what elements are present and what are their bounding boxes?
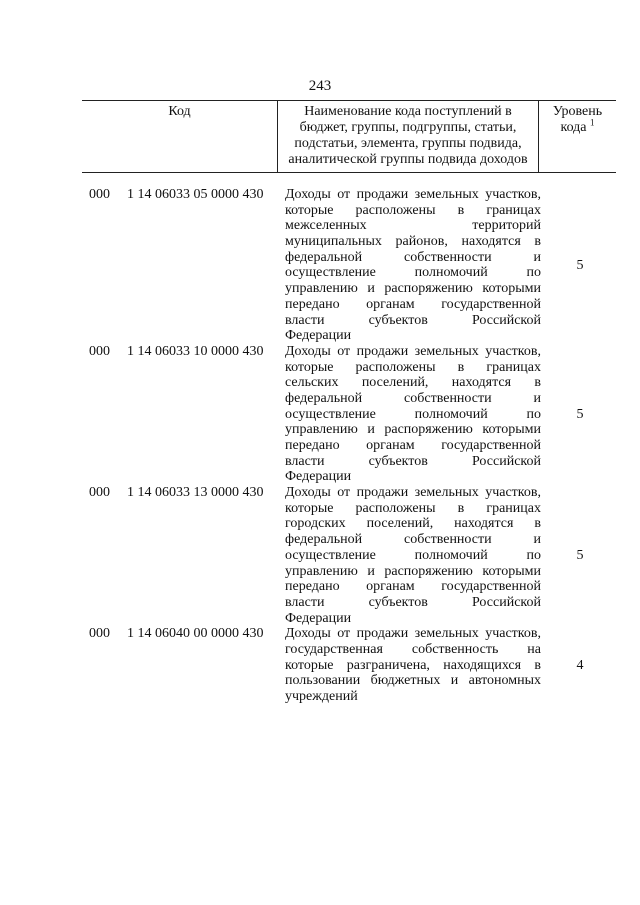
table-row	[0, 485, 640, 626]
revenue-name-line: сельских поселений, находятся в	[285, 375, 541, 391]
revenue-name-line: которые расположены в границах	[285, 500, 541, 516]
revenue-name-line: которые расположены в границах	[285, 202, 541, 218]
revenue-name	[285, 626, 541, 704]
admin-code: 000	[89, 187, 110, 202]
admin-code: 000	[89, 485, 110, 501]
revenue-name-line: Федерации	[285, 469, 352, 485]
revenue-name	[285, 187, 541, 344]
revenue-name-line: которые разграничена, находящихся в	[285, 657, 541, 673]
table-row	[0, 344, 640, 485]
table-body	[0, 187, 640, 705]
revenue-name-line: осуществление полномочий по	[285, 406, 541, 422]
revenue-name-line: Доходы от продажи земельных участков,	[285, 187, 541, 202]
revenue-name-line: передано органам государственной	[285, 438, 541, 453]
code-level: 5	[576, 406, 584, 422]
table-row	[0, 187, 640, 344]
revenue-name-line: которые расположены в границах	[285, 359, 541, 375]
admin-code: 000	[89, 626, 110, 642]
header-name	[277, 101, 539, 172]
admin-code: 000	[89, 343, 110, 359]
header-name-line: аналитической группы подвида доходов	[288, 152, 528, 167]
header-name-line: Наименование кода поступлений в	[304, 104, 512, 119]
revenue-name-line: межселенных территорий	[285, 218, 541, 234]
revenue-name-line: управлению и распоряжению которыми	[285, 281, 541, 297]
revenue-name-line: Доходы от продажи земельных участков,	[285, 485, 541, 501]
revenue-code: 1 14 06033 10 0000 430	[127, 343, 264, 359]
code-level: 5	[576, 547, 584, 563]
revenue-code: 1 14 06040 00 0000 430	[127, 626, 264, 642]
revenue-name-line: Доходы от продажи земельных участков,	[285, 626, 541, 642]
revenue-name-line: муниципальных районов, находятся в	[285, 234, 541, 250]
page-number: 243	[308, 78, 332, 94]
revenue-name-line: учреждений	[285, 689, 358, 704]
header-level-line: Уровень	[552, 104, 603, 119]
header-level-word: кода	[560, 120, 587, 135]
revenue-name-line: федеральной собственности и	[285, 249, 541, 265]
revenue-name-line: городских поселений, находятся в	[285, 516, 541, 532]
table-row	[0, 626, 640, 704]
revenue-name-line: власти субъектов Российской	[285, 312, 541, 328]
revenue-code: 1 14 06033 13 0000 430	[127, 485, 264, 501]
footnote-marker: 1	[590, 117, 595, 128]
revenue-name-line: Федерации	[285, 328, 352, 344]
table-header	[82, 100, 616, 173]
revenue-name-line: федеральной собственности и	[285, 532, 541, 548]
revenue-name-line: пользовании бюджетных и автономных	[285, 673, 541, 689]
code-level: 5	[576, 257, 584, 273]
header-level	[539, 101, 616, 172]
code-level: 4	[576, 657, 584, 673]
revenue-name-line: власти субъектов Российской	[285, 594, 541, 610]
revenue-name-line: передано органам государственной	[285, 296, 541, 312]
revenue-code: 1 14 06033 05 0000 430	[127, 187, 264, 202]
revenue-name-line: государственная собственность на	[285, 641, 541, 657]
revenue-name-line: федеральной собственности и	[285, 390, 541, 406]
header-level-line	[539, 117, 616, 136]
revenue-name-line: Доходы от продажи земельных участков,	[285, 343, 541, 359]
revenue-name-line: власти субъектов Российской	[285, 453, 541, 469]
header-name-line: бюджет, группы, подгруппы, статьи,	[299, 120, 517, 135]
header-code: Код	[168, 104, 191, 119]
revenue-name-line: осуществление полномочий по	[285, 265, 541, 281]
revenue-name-line: управлению и распоряжению которыми	[285, 422, 541, 438]
revenue-name-line: передано органам государственной	[285, 579, 541, 595]
revenue-name	[285, 485, 541, 626]
header-name-line: подстатьи, элемента, группы подвида,	[294, 136, 522, 151]
revenue-name-line: осуществление полномочий по	[285, 547, 541, 563]
revenue-name-line: управлению и распоряжению которыми	[285, 563, 541, 579]
revenue-name-line: Федерации	[285, 610, 352, 626]
revenue-name	[285, 344, 541, 485]
